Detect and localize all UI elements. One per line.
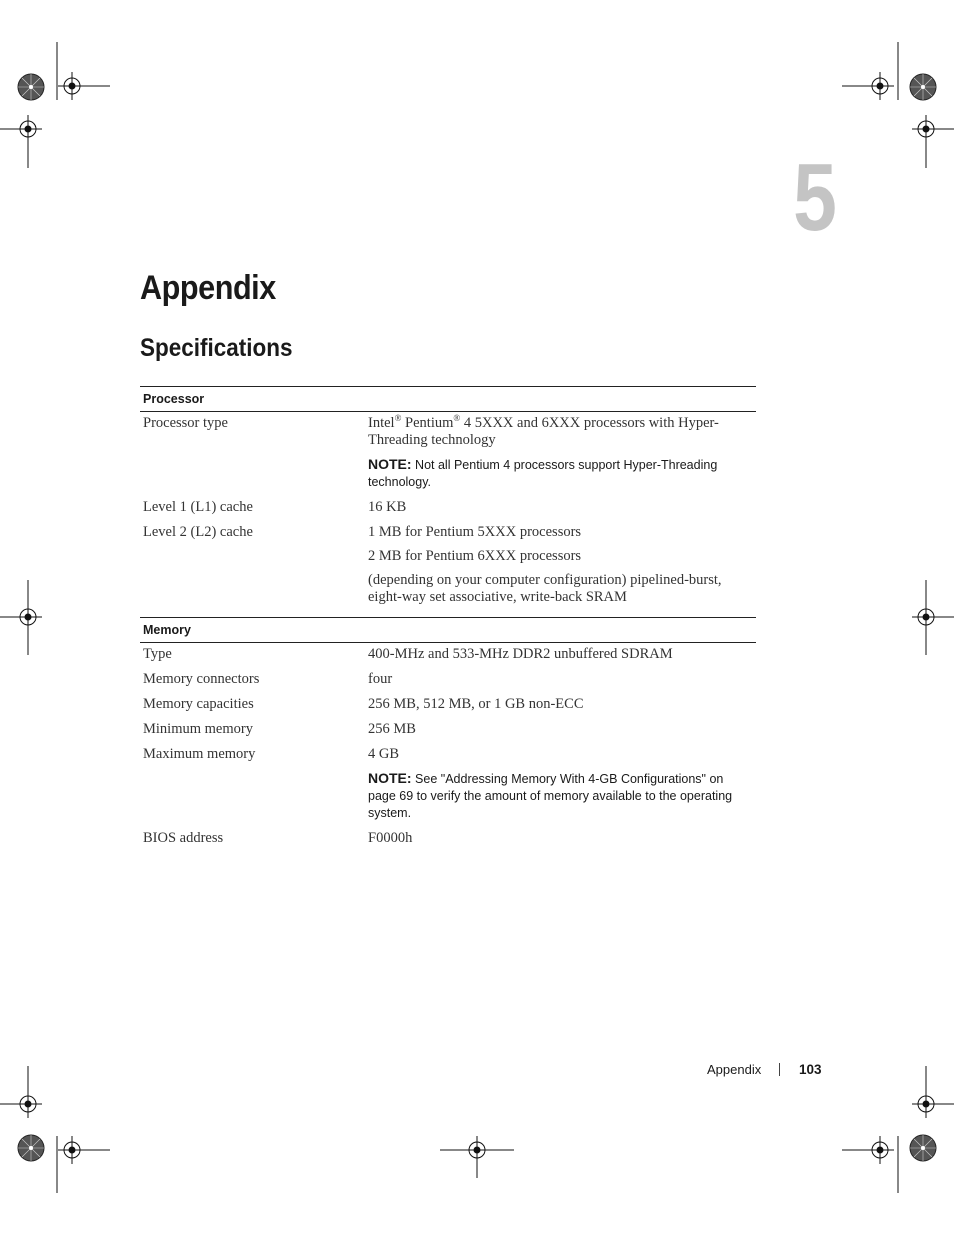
- footer-divider: [779, 1063, 780, 1076]
- note-label: NOTE:: [368, 456, 412, 472]
- spec-value: 16 KB: [368, 499, 407, 515]
- memory-heading: Memory: [140, 617, 756, 643]
- spec-value: four: [368, 671, 393, 687]
- spec-label: Type: [143, 646, 172, 662]
- spec-row-processor-type: [140, 415, 756, 491]
- processor-note: [368, 456, 756, 491]
- spec-row-l2-cache: [140, 524, 756, 606]
- spec-value: 256 MB: [368, 721, 416, 737]
- spec-label: Memory connectors: [143, 671, 260, 687]
- note-text: Not all Pentium 4 processors support Hyper-Threading technology.: [368, 458, 718, 489]
- spec-row-memory-type: [140, 646, 756, 663]
- spec-label: Maximum memory: [143, 746, 256, 762]
- l2-value-line: (depending on your computer configuration) pipelined-burst, eight-way set associative, write-back SRAM: [368, 572, 722, 605]
- spec-row-bios-address: [140, 830, 756, 847]
- memory-spec-table: [140, 617, 756, 847]
- spec-row-maximum-memory: [140, 746, 756, 822]
- footer-section-label: Appendix: [707, 1062, 762, 1077]
- spec-value: F0000h: [368, 830, 413, 846]
- section-title: Specifications: [140, 334, 293, 362]
- processor-heading: Processor: [140, 386, 756, 412]
- spec-row-memory-connectors: [140, 671, 756, 688]
- registered-mark: ®: [453, 413, 461, 424]
- note-text: See "Addressing Memory With 4-GB Configurations" on page 69 to verify the amount of memory available to the operating system.: [368, 772, 733, 820]
- spec-label: Minimum memory: [143, 721, 253, 737]
- spec-value: [368, 746, 756, 822]
- spec-label: Level 2 (L2) cache: [143, 524, 253, 540]
- page-title: Appendix: [140, 269, 276, 307]
- note-label: NOTE:: [368, 770, 412, 786]
- l2-value-line: 2 MB for Pentium 6XXX processors: [368, 548, 582, 564]
- spec-row-l1-cache: [140, 499, 756, 516]
- page-number: 103: [799, 1062, 822, 1077]
- spec-label: Processor type: [143, 415, 228, 431]
- spec-label: Memory capacities: [143, 696, 254, 712]
- spec-value: 400-MHz and 533-MHz DDR2 unbuffered SDRAM: [368, 646, 673, 662]
- max-memory-value: 4 GB: [368, 746, 400, 762]
- spec-value: [368, 415, 756, 491]
- memory-note: [368, 770, 756, 822]
- registered-mark: ®: [394, 413, 402, 424]
- spec-label: BIOS address: [143, 830, 224, 846]
- spec-value: 256 MB, 512 MB, or 1 GB non-ECC: [368, 696, 584, 712]
- processor-type-rest: 4 5XXX and 6XXX processors with Hyper-Threading technology: [368, 415, 719, 448]
- processor-pentium: Pentium: [405, 415, 454, 431]
- spec-label: Level 1 (L1) cache: [143, 499, 253, 515]
- spec-row-minimum-memory: [140, 721, 756, 738]
- l2-value-line: 1 MB for Pentium 5XXX processors: [368, 524, 582, 540]
- processor-intel: Intel: [368, 415, 395, 431]
- spec-row-memory-capacities: [140, 696, 756, 713]
- spec-value: [368, 524, 756, 606]
- chapter-number: 5: [793, 144, 837, 251]
- processor-spec-table: [140, 386, 756, 606]
